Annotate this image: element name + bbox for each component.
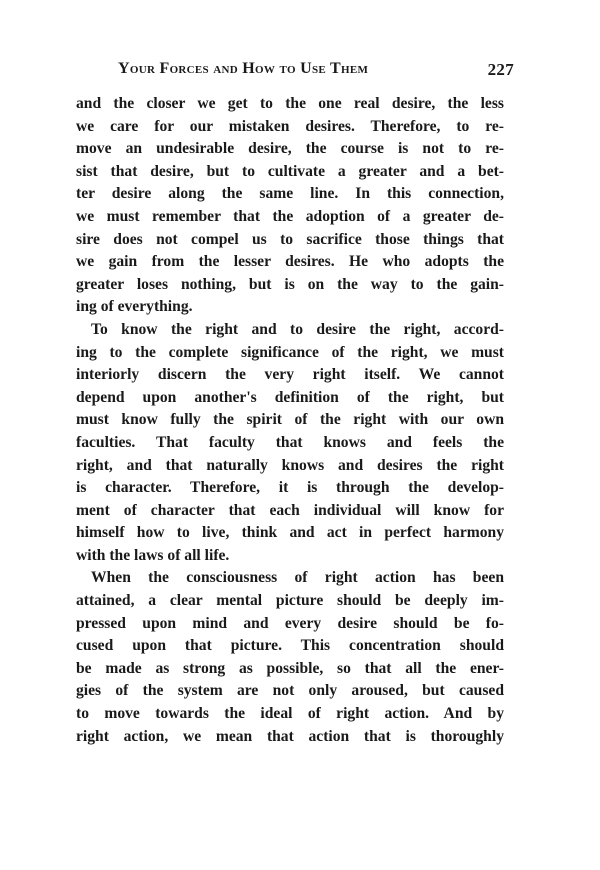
text-line: right action, we mean that action that is thoroughly	[76, 727, 504, 745]
text-line: we must remember that the adoption of a greater de-	[76, 207, 504, 225]
text-line: ter desire along the same line. In this connection,	[76, 185, 504, 203]
text-line: with the laws of all life.	[76, 546, 230, 564]
text-line: sist that desire, but to cultivate a greater and a bet-	[76, 162, 504, 180]
text-line: faculties. That faculty that knows and feels the	[76, 433, 504, 451]
paragraph	[76, 93, 504, 319]
running-title: Your Forces and How to Use Them	[118, 60, 369, 77]
text-line: and the closer we get to the one real desire, the less	[76, 95, 504, 112]
text-line: ment of character that each individual will know for	[76, 501, 504, 519]
text-line: When the consciousness of right action has been	[91, 569, 504, 587]
text-line: pressed upon mind and every desire should be fo-	[76, 614, 504, 632]
text-line: greater loses nothing, but is on the way to the gain-	[76, 275, 504, 293]
text-line: right, and that naturally knows and desires the right	[76, 456, 504, 474]
text-line: sire does not compel us to sacrifice those things that	[76, 230, 504, 248]
paragraph	[76, 319, 504, 568]
text-line: is character. Therefore, it is through the develop-	[76, 479, 504, 497]
text-line: move an undesirable desire, the course is not to re-	[76, 140, 504, 158]
text-line: ing of everything.	[76, 298, 193, 316]
text-line: we care for our mistaken desires. Therefore, to re-	[76, 117, 504, 135]
text-line: we gain from the lesser desires. He who adopts the	[76, 253, 504, 271]
text-line: attained, a clear mental picture should be deeply im-	[76, 592, 504, 610]
text-line: depend upon another's definition of the right, but	[76, 388, 504, 406]
text-line: be made as strong as possible, so that all the ener-	[76, 659, 504, 677]
page-body	[76, 93, 504, 748]
text-line: to move towards the ideal of right action. And by	[76, 705, 504, 723]
text-line: himself how to live, think and act in perfect harmony	[76, 524, 504, 542]
page-number: 227	[487, 60, 514, 79]
text-line: interiorly discern the very right itself. We cannot	[76, 366, 504, 384]
text-line: To know the right and to desire the right, accord-	[91, 320, 504, 338]
text-line: ing to the complete significance of the right, we must	[76, 343, 504, 361]
text-line: must know fully the spirit of the right with our own	[76, 411, 504, 429]
text-line: gies of the system are not only aroused, but caused	[76, 682, 504, 700]
text-line: cused upon that picture. This concentration should	[76, 637, 504, 655]
running-header	[118, 60, 514, 84]
paragraph	[76, 567, 504, 748]
